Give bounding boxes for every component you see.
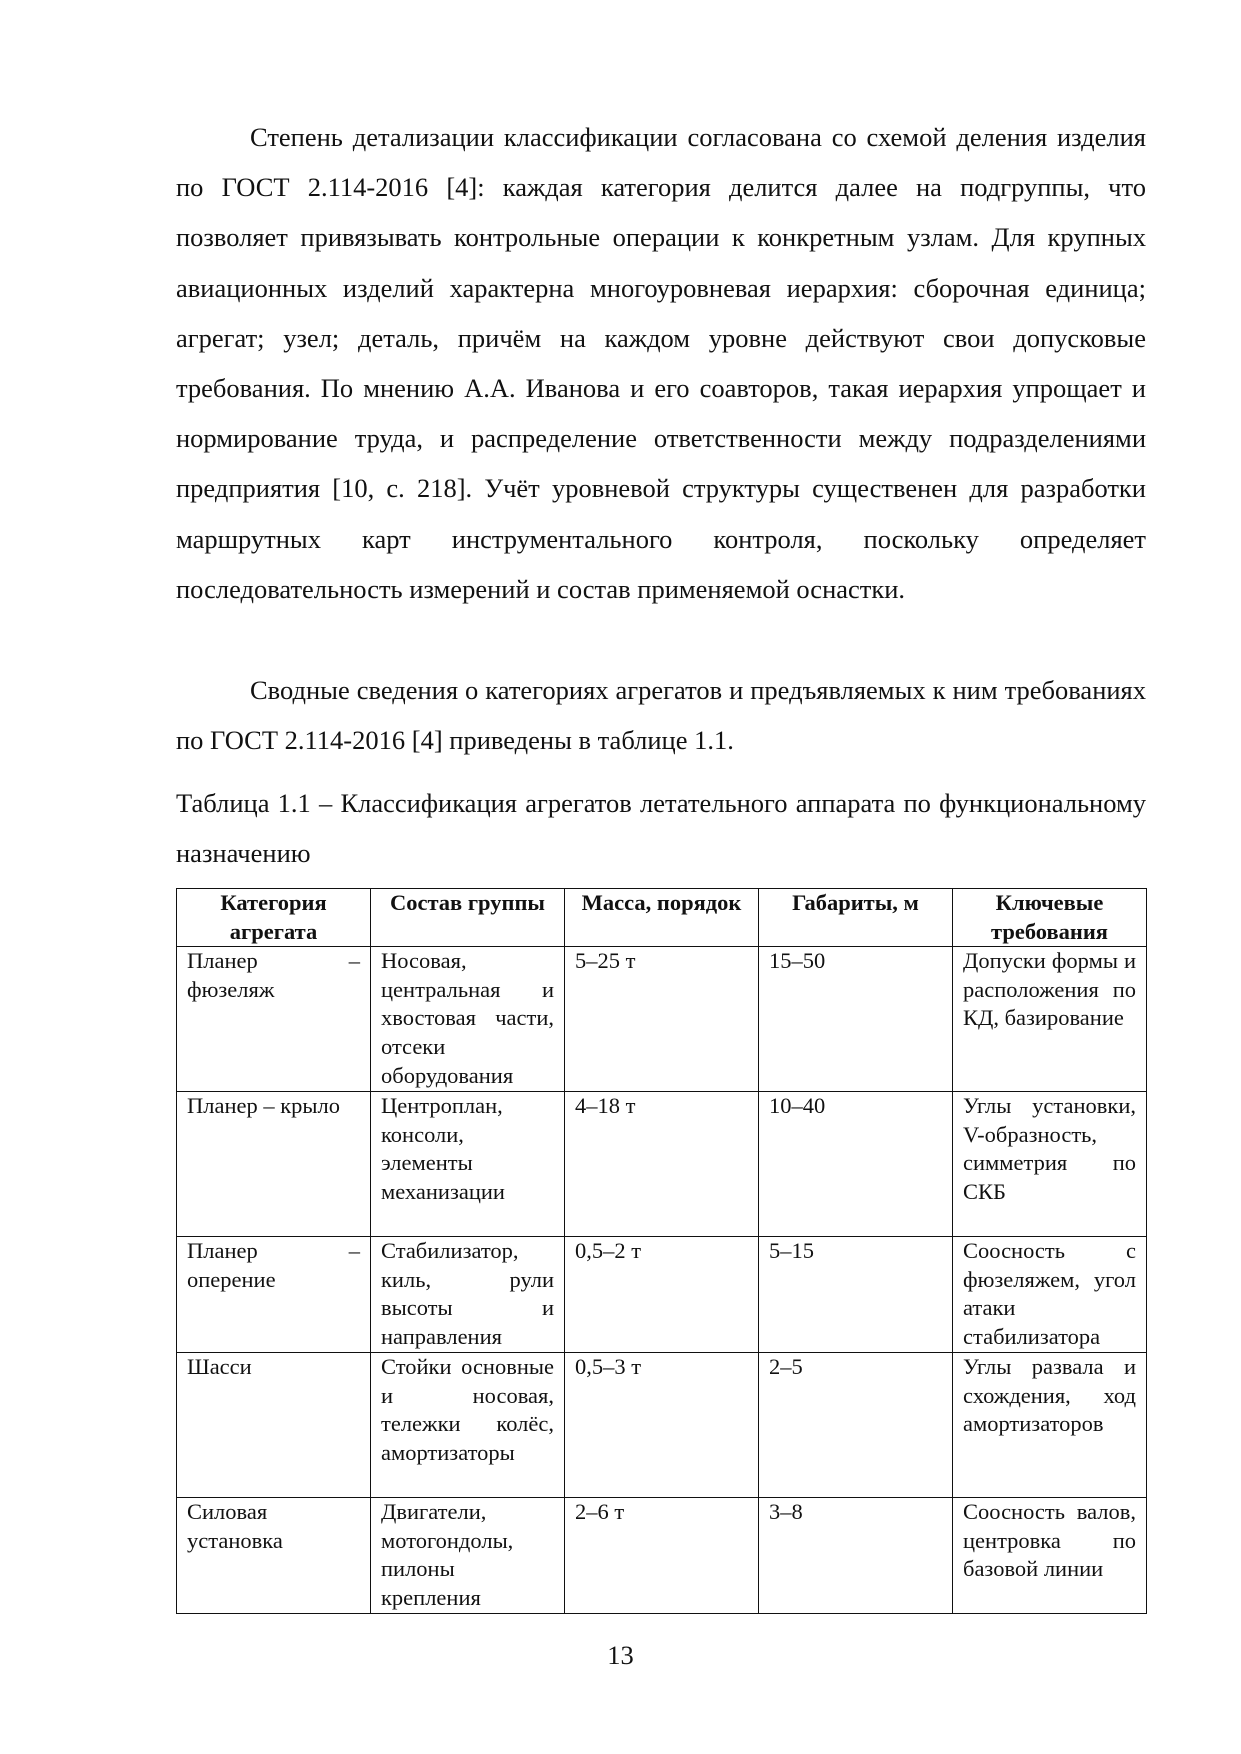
table-cell: 2–5	[759, 1353, 953, 1498]
table-cell: Планер – крыло	[177, 1092, 371, 1237]
table-cell: 4–18 т	[565, 1092, 759, 1237]
table-cell: 0,5–3 т	[565, 1353, 759, 1498]
table-cell: 15–50	[759, 947, 953, 1092]
body-paragraph-1: Степень детализации классификации согласована со схемой деления изделия по ГОСТ 2.114-2016 [4]: каждая категория делится далее на подгруппы, что позволяет привязывать контрольные операции к конкретным узлам. Для крупных авиационных изделий характерна многоуровневая иерархия: сборочная единица; агрегат; узел; деталь, причём на каждом уровне действуют свои допусковые требования. По мнению А.А. Иванова и его соавторов, такая иерархия упрощает и нормирование труда, и распределение ответственности между подразделениями предприятия [10, с. 218]. Учёт уровневой структуры существенен для разработки маршрутных карт инструментального контроля, поскольку определяет последовательность измерений и состав применяемой оснастки.	[176, 122, 1146, 604]
table-cell: 0,5–2 т	[565, 1237, 759, 1353]
table-cell: Соосность с фюзеляжем, угол атаки стабилизатора	[953, 1237, 1147, 1353]
table-row	[177, 1092, 1147, 1237]
table-cell: Планер – оперение	[177, 1237, 371, 1353]
table-row	[177, 1498, 1147, 1614]
table-cell: Носовая, центральная и хвостовая части, отсеки оборудования	[371, 947, 565, 1092]
table-cell: 2–6 т	[565, 1498, 759, 1614]
table-cell: Углы развала и схождения, ход амортизаторов	[953, 1353, 1147, 1498]
table-cell: Стабилизатор, киль, рули высоты и направления	[371, 1237, 565, 1353]
table-cell: 10–40	[759, 1092, 953, 1237]
table-cell: 5–15	[759, 1237, 953, 1353]
table-cell: Центроплан, консоли, элементы механизации	[371, 1092, 565, 1237]
table-cell: Шасси	[177, 1353, 371, 1498]
header-cell: Габариты, м	[759, 889, 953, 947]
header-cell: Масса, порядок	[565, 889, 759, 947]
table-caption: Таблица 1.1 – Классификация агрегатов летательного аппарата по функциональному назначению	[176, 788, 1146, 869]
table-row	[177, 1237, 1147, 1353]
table-header-row	[177, 889, 1147, 947]
table-cell: Стойки основные и носовая, тележки колёс, амортизаторы	[371, 1353, 565, 1498]
table-cell: 3–8	[759, 1498, 953, 1614]
page-number: 13	[607, 1640, 634, 1670]
table-cell: Соосность валов, центровка по базовой линии	[953, 1498, 1147, 1614]
table-cell: Двигатели, мотогондолы, пилоны крепления	[371, 1498, 565, 1614]
header-cell: Категория агрегата	[177, 889, 371, 947]
table-cell: Допуски формы и расположения по КД, базирование	[953, 947, 1147, 1092]
header-cell: Ключевые требования	[953, 889, 1147, 947]
table-cell: 5–25 т	[565, 947, 759, 1092]
table-cell: Силовая установка	[177, 1498, 371, 1614]
header-cell: Состав группы	[371, 889, 565, 947]
body-paragraph-2: Сводные сведения о категориях агрегатов и предъявляемых к ним требованиях по ГОСТ 2.114-2016 [4] приведены в таблице 1.1.	[176, 675, 1146, 756]
classification-table	[176, 888, 1147, 1614]
table-cell: Углы установки, V-образность, симметрия по СКБ	[953, 1092, 1147, 1237]
table-row	[177, 1353, 1147, 1498]
table-row	[177, 947, 1147, 1092]
table-cell: Планер – фюзеляж	[177, 947, 371, 1092]
